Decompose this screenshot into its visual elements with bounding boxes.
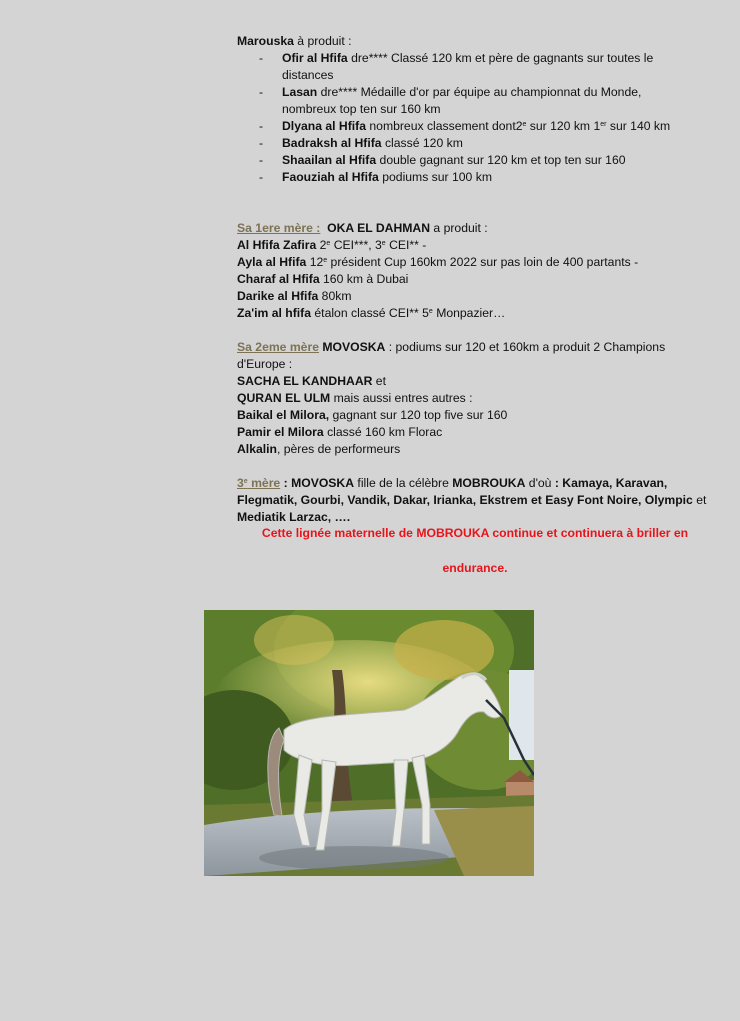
list-item: SACHA EL KANDHAAR et	[237, 374, 386, 388]
second-dam-heading: Sa 2eme mère MOVOSKA : podiums sur 120 et 160km a produit 2 Champions	[237, 340, 666, 354]
list-item: Darike al Hfifa 80km	[237, 289, 352, 303]
second-dam-section: Sa 2eme mère MOVOSKA : podiums sur 120 et 160km a produit 2 Champions d'Europe : SACHA EL KANDHAAR et QURAN EL ULM mais aussi entres autres : Baikal el Milora, gagnant sur 120 top five sur 160 Pamir el Milora classé 160 km Florac Alkalin, pères de performeurs	[237, 339, 707, 458]
horse-photo	[204, 610, 534, 876]
list-item: - Shaailan al Hfifa double gagnant sur 120 km et top ten sur 160	[259, 153, 626, 167]
list-item: Pamir el Milora classé 160 km Florac	[237, 425, 443, 439]
list-item: - Ofir al Hfifa dre**** Classé 120 km et père de gagnants sur toutes le distances	[259, 51, 654, 82]
list-item: - Badraksh al Hfifa classé 120 km	[259, 136, 463, 150]
conclusion-line-1: Cette lignée maternelle de MOBROUKA continue et continuera à briller en	[261, 526, 689, 540]
first-dam-heading: Sa 1ere mère : OKA EL DAHMAN a produit :	[237, 221, 488, 235]
list-item: Al Hfifa Zafira 2e CEI***, 3e CEI** -	[237, 238, 427, 252]
offspring-section	[237, 33, 707, 186]
third-dam-heading: 3e mère : MOVOSKA fille de la célèbre MOBROUKA d'où : Kamaya, Karavan,	[237, 476, 668, 490]
list-item: Alkalin, pères de performeurs	[237, 442, 401, 456]
third-dam-section: 3e mère : MOVOSKA fille de la célèbre MOBROUKA d'où : Kamaya, Karavan, Flegmatik, Gourbi, Vandik, Dakar, Irianka, Ekstrem et Easy Font Noire, Olympic et Mediatik Larzac, ….	[237, 476, 707, 524]
list-item: Ayla al Hfifa 12e président Cup 160km 2022 sur pas loin de 400 partants -	[237, 255, 639, 269]
list-item: - Lasan dre**** Médaille d'or par équipe au championnat du Monde, nombreux top ten sur 160 km	[259, 85, 642, 116]
list-item: Baikal el Milora, gagnant sur 120 top five sur 160	[237, 408, 508, 422]
list-item: QURAN EL ULM mais aussi entres autres :	[237, 391, 473, 405]
list-item: - Dlyana al Hfifa nombreux classement dont2e sur 120 km 1er sur 140 km	[259, 119, 671, 133]
intro-line: Marouska à produit :	[237, 34, 352, 48]
first-dam-section	[237, 220, 707, 322]
list-item: - Faouziah al Hfifa podiums sur 100 km	[259, 170, 492, 184]
list-item: Charaf al Hfifa 160 km à Dubai	[237, 272, 409, 286]
list-item: Za'im al hfifa étalon classé CEI** 5e Monpazier…	[237, 306, 506, 320]
conclusion-line-2: endurance.	[442, 561, 508, 575]
